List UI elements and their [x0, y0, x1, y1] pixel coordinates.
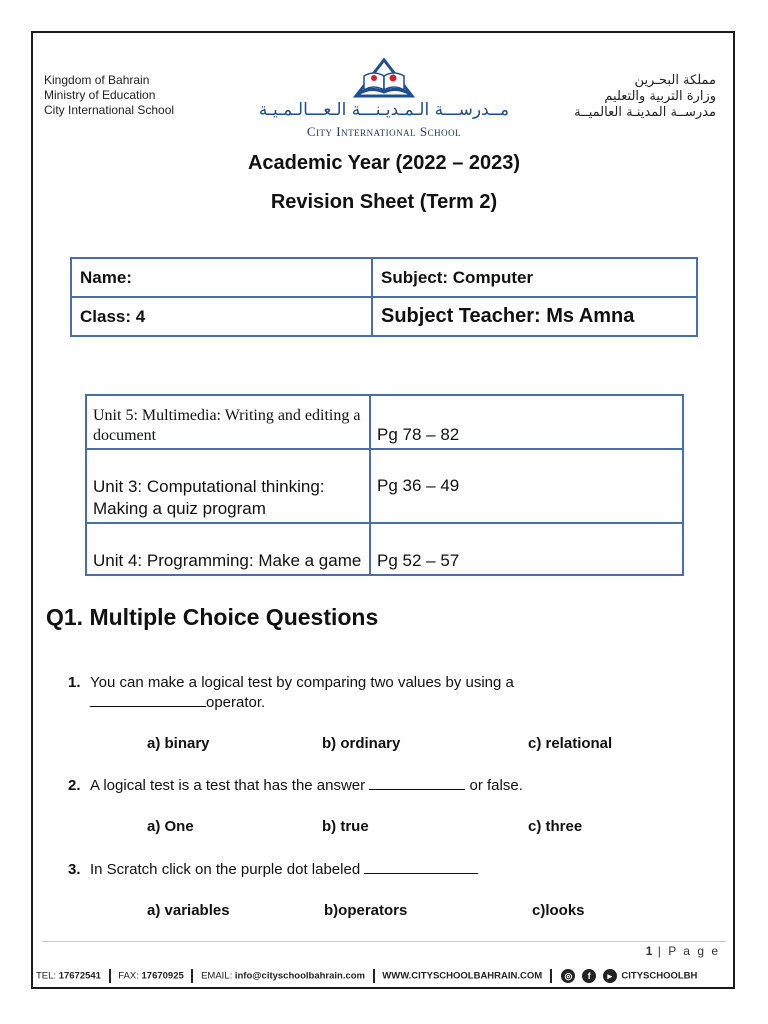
option: a) binary — [147, 735, 210, 752]
question-number: 2. — [68, 777, 81, 794]
revision-sheet-title: Revision Sheet (Term 2) — [270, 191, 498, 213]
header-left-line: Kingdom of Bahrain — [44, 73, 150, 87]
question-text: You can make a logical test by comparing two values by using a — [90, 674, 514, 691]
page-number: 1 | P a g e — [645, 944, 720, 958]
question-number: 1. — [68, 674, 81, 691]
option: b) true — [322, 818, 369, 835]
header-right-line: مملكة البحـرين — [634, 73, 716, 88]
fax-value: 17670925 — [141, 970, 184, 982]
question-number: 3. — [68, 861, 81, 878]
answer-blank — [369, 777, 465, 790]
unit-cell: Unit 5: Multimedia: Writing and editing a document — [86, 395, 370, 449]
subject-cell: Subject: Computer — [372, 258, 697, 297]
youtube-icon[interactable]: ▸ — [603, 969, 617, 983]
instagram-icon[interactable]: ◎ — [561, 969, 575, 983]
page-number-value: 1 — [645, 944, 653, 958]
header-right-line: مدرســة المدينـة العالميــة — [574, 105, 716, 120]
table-row — [86, 395, 683, 449]
answer-blank — [90, 694, 206, 707]
header-left-line: Ministry of Education — [44, 88, 156, 102]
name-cell: Name: — [71, 258, 372, 297]
footer-contact — [36, 969, 697, 983]
unit-cell: Unit 3: Computational thinking: Making a quiz program — [86, 449, 370, 523]
email-label: EMAIL: — [201, 970, 233, 982]
page-label: P a g e — [668, 944, 720, 958]
school-name-arabic: مــدرســـة الـمـديـنـــة الـعـــالـمـيـة — [258, 100, 510, 120]
question-text-after: operator. — [206, 694, 266, 711]
answer-blank — [364, 861, 478, 874]
question-2 — [68, 776, 668, 796]
option: c)looks — [532, 902, 585, 919]
academic-year-title: Academic Year (2022 – 2023) — [247, 152, 521, 174]
question-text-after: or false. — [469, 777, 523, 794]
tel-value: 17672541 — [58, 970, 101, 982]
question-1 — [68, 673, 628, 713]
header-left-line: City International School — [44, 103, 175, 117]
unit-cell: Unit 4: Programming: Make a game — [86, 523, 370, 575]
option: c) three — [528, 818, 583, 835]
question-3 — [68, 860, 668, 880]
school-name-english: City International School — [306, 124, 462, 139]
social-handle: CITYSCHOOLBH — [621, 970, 698, 982]
student-info-table — [70, 257, 698, 337]
fax-label: FAX: — [118, 970, 139, 982]
teacher-cell: Subject Teacher: Ms Amna — [372, 297, 697, 336]
option: b)operators — [324, 902, 408, 919]
website-link[interactable]: WWW.CITYSCHOOLBAHRAIN.COM — [382, 970, 543, 982]
option: a) variables — [147, 902, 230, 919]
facebook-icon[interactable]: f — [582, 969, 596, 983]
question-text: In Scratch click on the purple dot labeled — [90, 861, 361, 878]
table-row — [86, 449, 683, 523]
option: a) One — [147, 818, 194, 835]
table-row — [86, 523, 683, 575]
question-text: A logical test is a test that has the answer — [90, 777, 366, 794]
header-right — [574, 73, 716, 121]
email-link[interactable]: info@cityschoolbahrain.com — [234, 970, 366, 982]
footer-divider — [42, 941, 726, 942]
header-left — [44, 73, 174, 118]
pages-cell: Pg 36 – 49 — [370, 449, 683, 523]
header-right-line: وزارة التربية والتعليم — [604, 89, 716, 104]
units-table — [85, 394, 684, 576]
option: c) relational — [528, 735, 613, 752]
pages-cell: Pg 78 – 82 — [370, 395, 683, 449]
class-cell: Class: 4 — [71, 297, 372, 336]
tel-label: TEL: — [36, 970, 57, 982]
option: b) ordinary — [322, 735, 401, 752]
pages-cell: Pg 52 – 57 — [370, 523, 683, 575]
school-logo — [334, 56, 434, 100]
section-title: Q1. Multiple Choice Questions — [46, 604, 379, 630]
